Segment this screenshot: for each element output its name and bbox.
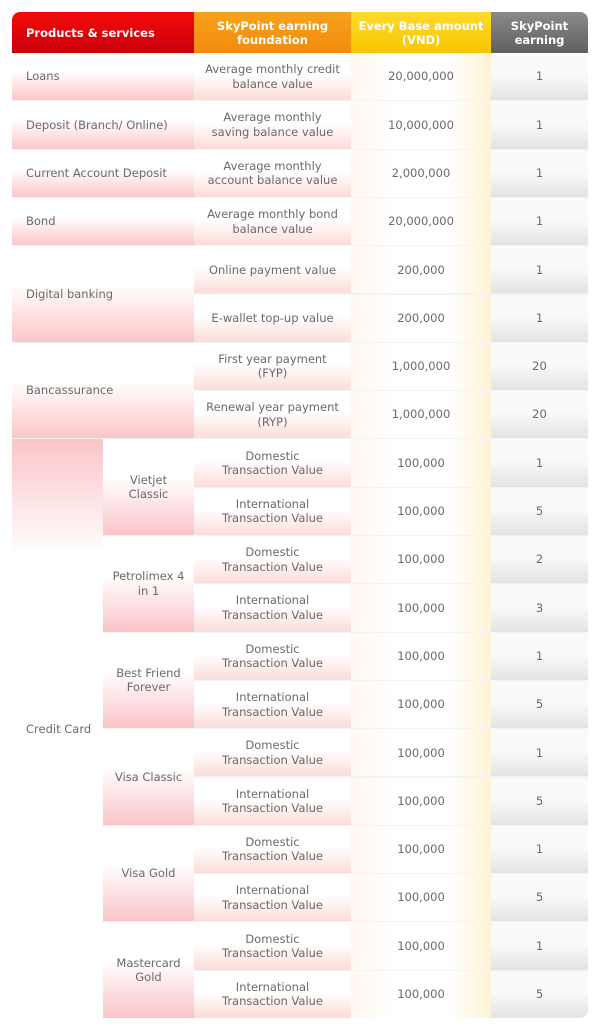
foundation-cell: Domestic Transaction Value [194, 439, 351, 486]
earning-cell: 5 [491, 778, 588, 825]
foundation-cell: International Transaction Value [194, 971, 351, 1018]
product-cell: Digital banking [12, 246, 194, 342]
foundation-cell: Domestic Transaction Value [194, 536, 351, 583]
foundation-cell: International Transaction Value [194, 778, 351, 825]
earning-cell: 2 [491, 536, 588, 583]
earning-cell: 5 [491, 971, 588, 1018]
earning-cell: 1 [491, 246, 588, 293]
card-name-cell: Visa Gold [103, 826, 194, 922]
card-name-cell: Mastercard Gold [103, 922, 194, 1018]
amount-cell: 100,000 [351, 536, 491, 583]
foundation-cell: E-wallet top-up value [194, 295, 351, 342]
amount-cell: 100,000 [351, 681, 491, 728]
foundation-cell: Domestic Transaction Value [194, 633, 351, 680]
card-name-cell: Vietjet Classic [103, 439, 194, 535]
foundation-cell: Domestic Transaction Value [194, 922, 351, 969]
earning-cell: 5 [491, 874, 588, 921]
foundation-cell: International Transaction Value [194, 584, 351, 631]
amount-cell: 100,000 [351, 778, 491, 825]
amount-cell: 200,000 [351, 295, 491, 342]
header-base-amount: Every Base amount (VND) [351, 12, 491, 53]
earning-cell: 1 [491, 826, 588, 873]
amount-cell: 10,000,000 [351, 101, 491, 148]
earning-cell: 1 [491, 922, 588, 969]
amount-cell: 2,000,000 [351, 150, 491, 197]
amount-cell: 100,000 [351, 971, 491, 1018]
product-cell: Current Account Deposit [12, 150, 194, 197]
amount-cell: 100,000 [351, 439, 491, 486]
product-cell: Loans [12, 53, 194, 100]
earning-cell: 5 [491, 681, 588, 728]
foundation-cell: First year payment (FYP) [194, 343, 351, 390]
amount-cell: 100,000 [351, 922, 491, 969]
amount-cell: 100,000 [351, 826, 491, 873]
earning-cell: 1 [491, 439, 588, 486]
amount-cell: 1,000,000 [351, 343, 491, 390]
foundation-cell: Renewal year payment (RYP) [194, 391, 351, 438]
amount-cell: 100,000 [351, 584, 491, 631]
earning-cell: 1 [491, 198, 588, 245]
product-cell: Bond [12, 198, 194, 245]
skypoint-earning-table [12, 12, 588, 1018]
earning-cell: 20 [491, 391, 588, 438]
amount-cell: 100,000 [351, 633, 491, 680]
amount-cell: 20,000,000 [351, 53, 491, 100]
header-products-services: Products & services [12, 12, 194, 53]
foundation-cell: Average monthly account balance value [194, 150, 351, 197]
card-name-cell: Visa Classic [103, 729, 194, 825]
earning-cell: 20 [491, 343, 588, 390]
credit-card-cell: Credit Card [12, 439, 103, 1018]
earning-cell: 3 [491, 584, 588, 631]
amount-cell: 100,000 [351, 874, 491, 921]
foundation-cell: International Transaction Value [194, 488, 351, 535]
foundation-cell: Average monthly saving balance value [194, 101, 351, 148]
header-earning-foundation: SkyPoint earning foundation [194, 12, 351, 53]
foundation-cell: Average monthly credit balance value [194, 53, 351, 100]
amount-cell: 100,000 [351, 488, 491, 535]
product-cell: Deposit (Branch/ Online) [12, 101, 194, 148]
earning-cell: 1 [491, 633, 588, 680]
earning-cell: 5 [491, 488, 588, 535]
foundation-cell: Average monthly bond balance value [194, 198, 351, 245]
card-name-cell: Best Friend Forever [103, 633, 194, 729]
earning-cell: 1 [491, 150, 588, 197]
foundation-cell: International Transaction Value [194, 874, 351, 921]
header-skypoint-earning: SkyPoint earning [491, 12, 588, 53]
earning-cell: 1 [491, 729, 588, 776]
earning-cell: 1 [491, 295, 588, 342]
amount-cell: 20,000,000 [351, 198, 491, 245]
product-cell: Bancassurance [12, 343, 194, 439]
earning-cell: 1 [491, 101, 588, 148]
amount-cell: 100,000 [351, 729, 491, 776]
foundation-cell: Domestic Transaction Value [194, 826, 351, 873]
earning-cell: 1 [491, 53, 588, 100]
card-name-cell: Petrolimex 4 in 1 [103, 536, 194, 632]
foundation-cell: Domestic Transaction Value [194, 729, 351, 776]
foundation-cell: Online payment value [194, 246, 351, 293]
amount-cell: 1,000,000 [351, 391, 491, 438]
amount-cell: 200,000 [351, 246, 491, 293]
foundation-cell: International Transaction Value [194, 681, 351, 728]
